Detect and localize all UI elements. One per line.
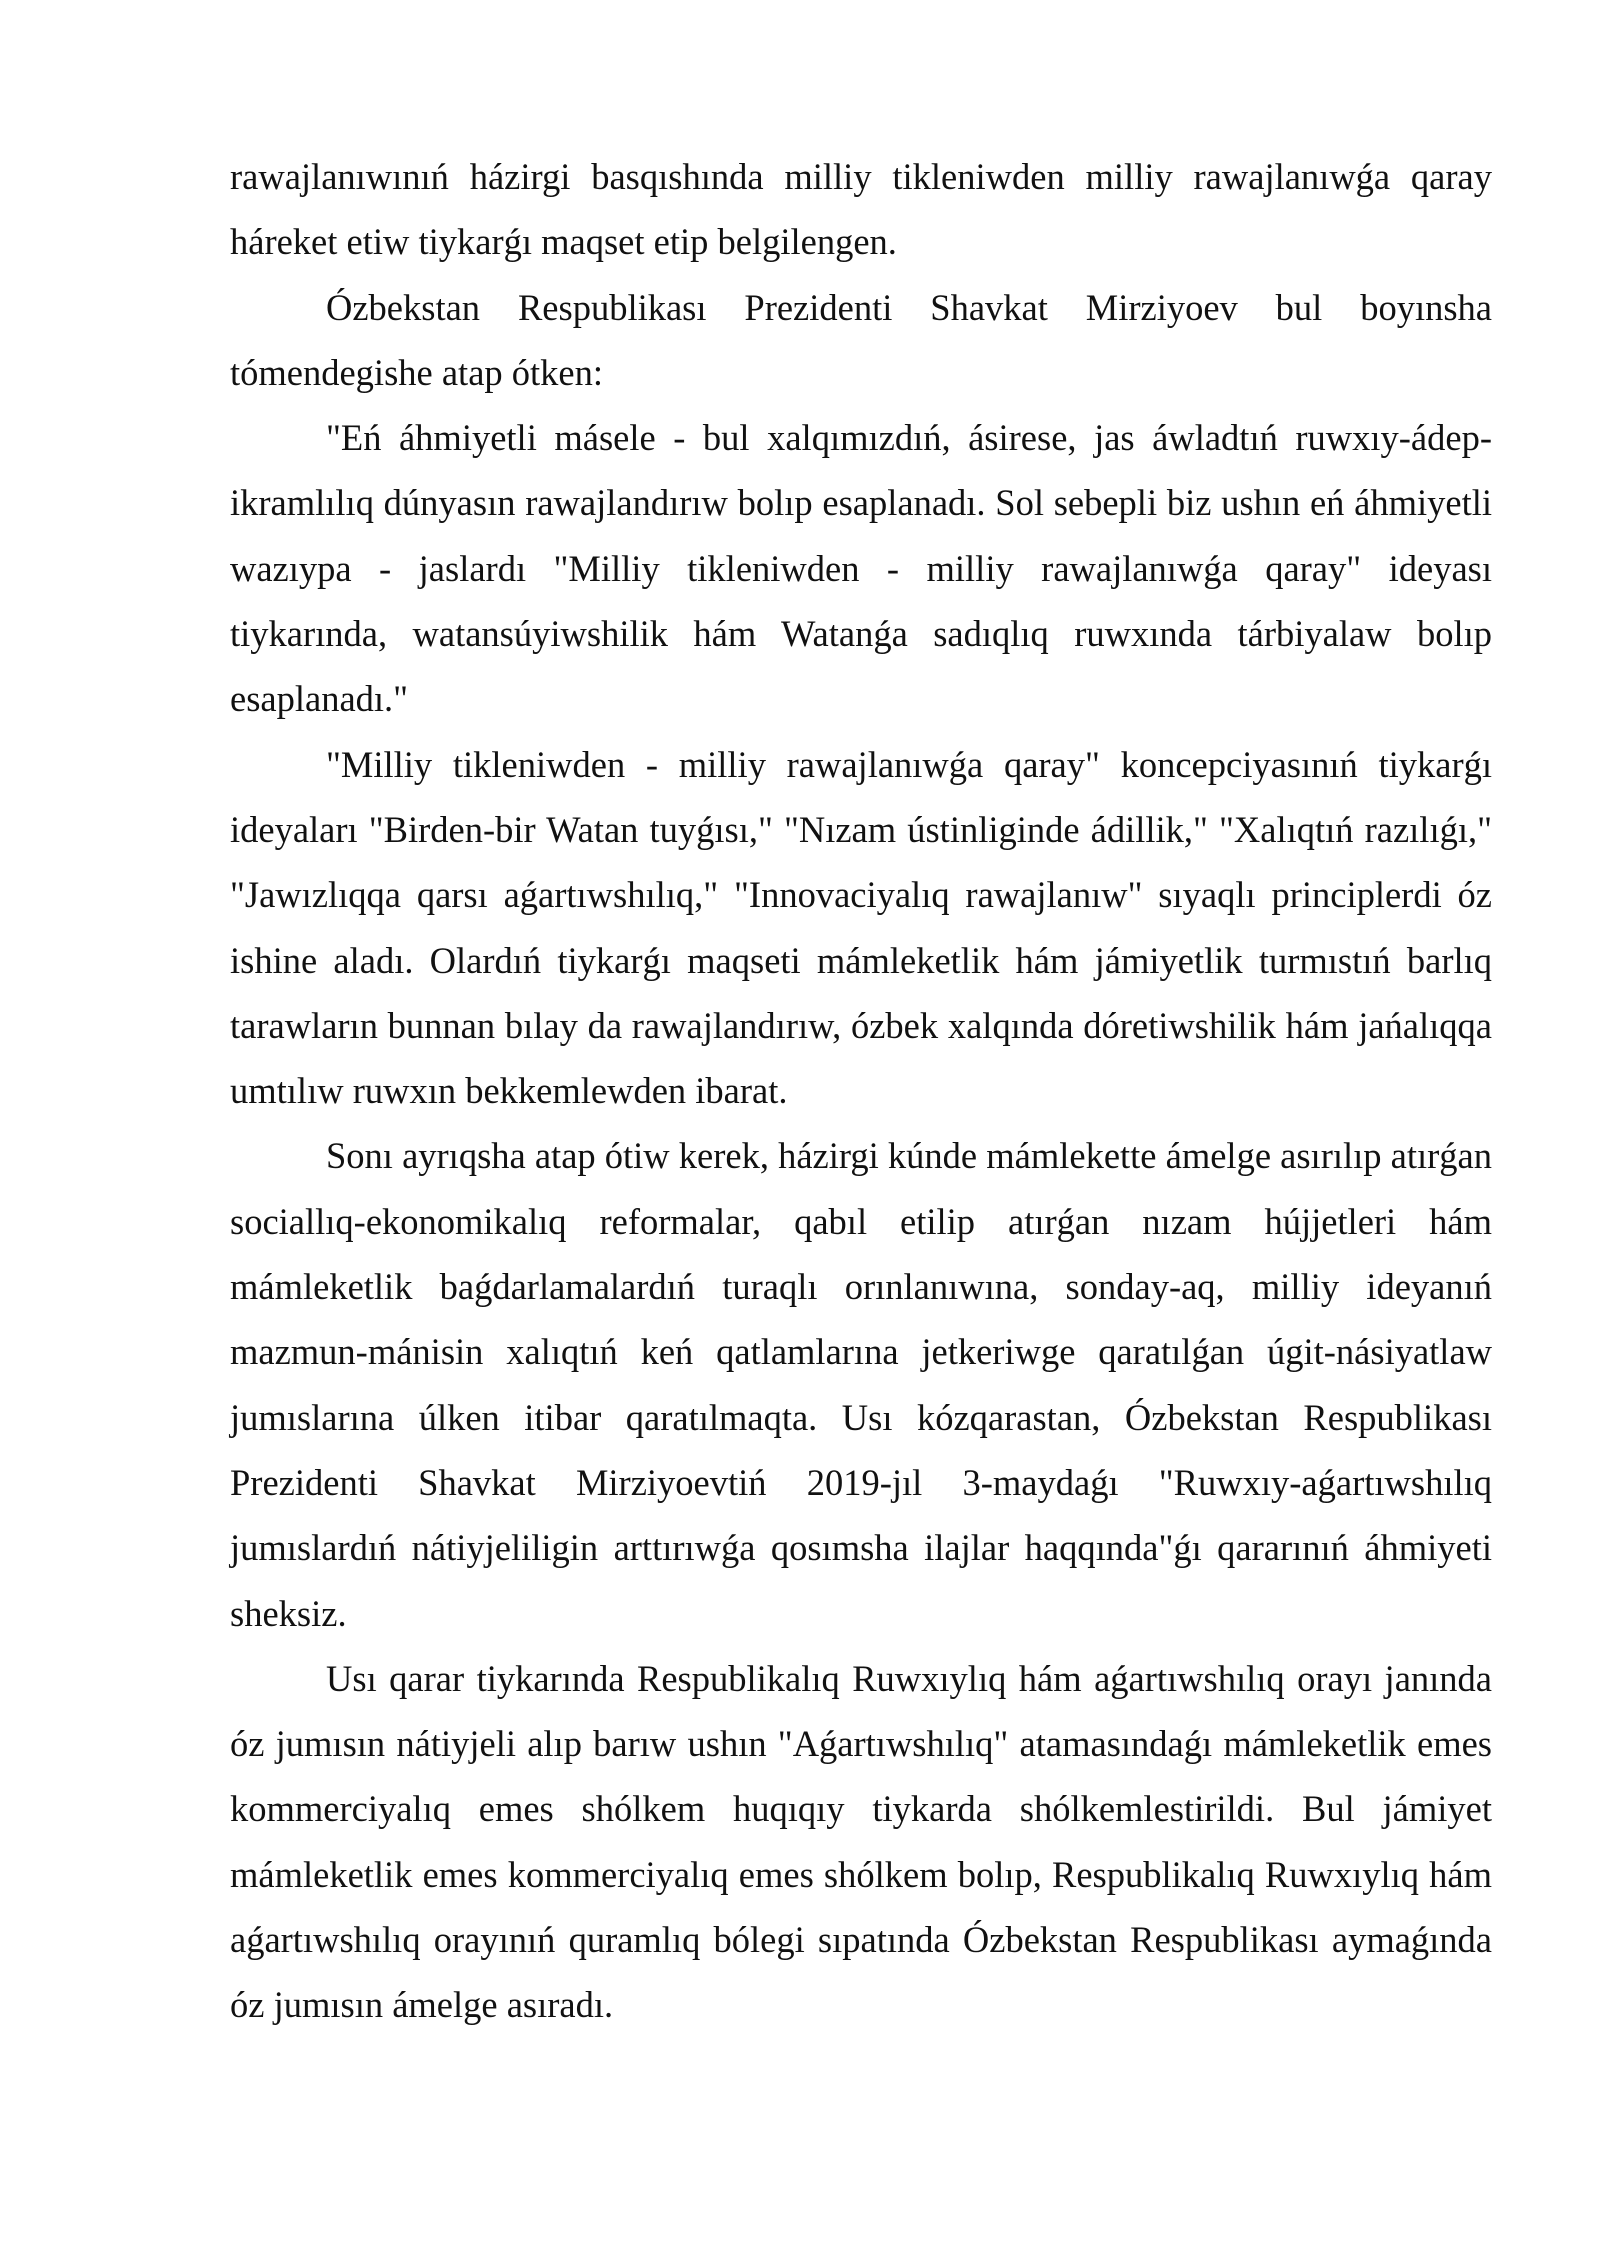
paragraph-continuation: rawajlanıwınıń házirgi basqıshında milliy tikleniwden milliy rawajlanıwǵa qaray háreket etiw tiykarǵı maqset etip belgilengen. [230, 156, 1492, 263]
paragraph: Sonı ayrıqsha atap ótiw kerek, házirgi kúnde mámlekette ámelge asırılıp atırǵan sociallıq-ekonomikalıq reformalar, qabıl etilip atırǵan nızam hújjetleri hám mámleketlik baǵdarlamalardıń turaqlı orınlanıwına, sonday-aq, milliy ideyanıń mazmun-mánisin xalıqtıń keń qatlamlarına jetkeriwge qaratılǵan úgit-násiyatlaw jumıslarına úlken itibar qaratılmaqta. Usı kózqarastan, Ózbekstan Respublikası Prezidenti Shavkat Mirziyoevtiń 2019-jıl 3-maydaǵı "Ruwxıy-aǵartıwshılıq jumıslardıń nátiyjeliligin arttırıwǵa qosımsha ilajlar haqqında"ǵı qararınıń áhmiyeti sheksiz. [230, 1135, 1492, 1634]
quote-paragraph: "Eń áhmiyetli másele - bul xalqımızdıń, ásirese, jas áwladtıń ruwxıy-ádep-ikramlılıq dúnyasın rawajlandırıw bolıp esaplanadı. Sol sebepli biz ushın eń áhmiyetli wazıypa - jaslardı "Milliy tikleniwden - milliy rawajlanıwǵa qaray" ideyası tiykarında, watansúyiwshilik hám Watanǵa sadıqlıq ruwxında tárbiyalaw bolıp esaplanadı." [230, 417, 1492, 720]
paragraph: Ózbekstan Respublikası Prezidenti Shavkat Mirziyoev bul boyınsha tómendegishe atap ótken: [230, 286, 1492, 393]
paragraph: Usı qarar tiykarında Respublikalıq Ruwxıylıq hám aǵartıwshılıq orayı janında óz jumısın nátiyjeli alıp barıw ushın "Aǵartıwshılıq" atamasındaǵı mámleketlik emes kommerciyalıq emes shólkem huqıqıy tiykarda shólkemlestirildi. Bul jámiyet mámleketlik emes kommerciyalıq emes shólkem bolıp, Respublikalıq Ruwxıylıq hám aǵartıwshılıq orayınıń quramlıq bólegi sıpatında Ózbekstan Respublikası aymaǵında óz jumısın ámelge asıradı. [230, 1657, 1492, 2026]
document-body [230, 144, 1492, 2038]
paragraph: "Milliy tikleniwden - milliy rawajlanıwǵa qaray" koncepciyasınıń tiykarǵı ideyaları "Birden-bir Watan tuyǵısı," "Nızam ústinliginde ádillik," "Xalıqtıń razılıǵı," "Jawızlıqqa qarsı aǵartıwshılıq," "Innovaciyalıq rawajlanıw" sıyaqlı principlerdi óz ishine aladı. Olardıń tiykarǵı maqseti mámleketlik hám jámiyetlik turmıstıń barlıq tarawların bunnan bılay da rawajlandırıw, ózbek xalqında dóretiwshilik hám jańalıqqa umtılıw ruwxın bekkemlewden ibarat. [230, 743, 1492, 1112]
